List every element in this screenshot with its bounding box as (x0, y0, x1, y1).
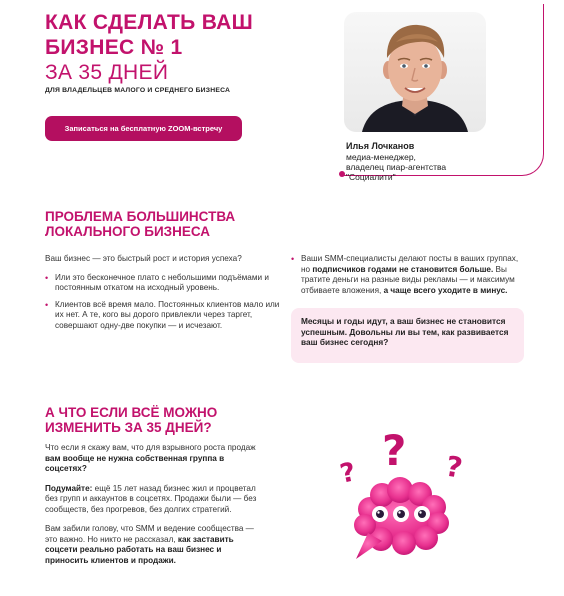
bullet-text: Вы тратите деньги на разные виды рекламы — и максимум отбиваете вложения, (301, 264, 515, 295)
hero-title-line: БИЗНЕС № 1 (45, 36, 183, 59)
problem-title-line: ПРОБЛЕМА БОЛЬШИНСТВА (45, 209, 236, 224)
question-monster-illustration (338, 421, 478, 571)
problem-right-column (291, 254, 527, 296)
paragraph-bold-text: вам вообще не нужна собственная группа в соцсетях? (45, 453, 225, 473)
whatif-paragraph (45, 484, 263, 516)
callout-text: Месяцы и годы идут, а ваш бизнес не становится успешным. Довольны ли вы тем, как развивается ваш бизнес сегодня? (301, 316, 509, 348)
expert-role-line: "Социалити" (346, 172, 396, 182)
hero-title (45, 10, 295, 85)
hero-title-line: ЗА 35 ДНЕЙ (45, 61, 169, 84)
paragraph-text: ещё 15 лет назад бизнес жил и процветал без групп и аккаунтов в соцсетях. Продажи были — без сообществ, без прогревов, без долгих стратегий. (45, 483, 257, 514)
expert-portrait-icon (344, 12, 486, 132)
paragraph-text: Вам забили голову, что SMM и ведение сообщества — это важно. Но никто не рассказал, (45, 524, 254, 544)
expert-role (346, 152, 456, 182)
problem-title-line: ЛОКАЛЬНОГО БИЗНЕСА (45, 224, 211, 239)
expert-role-line: медиа-менеджер, (346, 152, 416, 162)
expert-photo (344, 12, 486, 132)
problem-section-title (45, 209, 235, 239)
bullet-bold-text: а чаще всего уходите в минус. (383, 285, 508, 295)
whatif-paragraph (45, 524, 263, 566)
problem-bullet: • Или это бесконечное плато с небольшими подъёмами и постоянным откатом на исходный уровень. (45, 273, 285, 294)
problem-bullet (291, 254, 527, 296)
hero-title-line: КАК СДЕЛАТЬ ВАШ (45, 11, 253, 34)
whatif-section-title (45, 405, 217, 435)
svg-text:?: ? (382, 426, 407, 475)
svg-text:?: ? (338, 457, 359, 490)
paragraph-bold-text: Подумайте: (45, 483, 93, 493)
expert-name: Илья Лочканов (346, 141, 415, 151)
monster-eyes (372, 506, 430, 522)
problem-left-column (45, 254, 285, 331)
zoom-signup-button[interactable]: Записаться на бесплатную ZOOM-встречу (45, 116, 242, 141)
problem-callout (291, 308, 524, 363)
whatif-title-line: ИЗМЕНИТЬ ЗА 35 ДНЕЙ? (45, 420, 212, 435)
expert-role-line: владелец пиар-агентства (346, 162, 447, 172)
whatif-title-line: А ЧТО ЕСЛИ ВСЁ МОЖНО (45, 405, 218, 420)
whatif-text-column (45, 443, 263, 566)
hero-subtitle: ДЛЯ ВЛАДЕЛЬЦЕВ МАЛОГО И СРЕДНЕГО БИЗНЕСА (45, 87, 231, 94)
problem-intro: Ваш бизнес — это быстрый рост и история успеха? (45, 254, 242, 263)
bullet-text: Ваши SMM-специалисты делают посты в ваших группах, но (301, 254, 519, 274)
problem-bullet: • Клиентов всё время мало. Постоянных клиентов мало или их нет. А те, кого вы дорого привлекли через таргет, совершают одну-две покупки — и исчезают. (45, 300, 285, 332)
decorative-frame-dot (339, 171, 345, 177)
svg-text:?: ? (443, 449, 465, 485)
bullet-bold-text: подписчиков годами не становится больше. (312, 264, 494, 274)
question-monster-icon (338, 421, 478, 571)
whatif-paragraph (45, 443, 263, 475)
paragraph-bold-text: как заставить соцсети реально работать на ваш бизнес и приносить клиентов и продажи. (45, 534, 234, 565)
paragraph-text: Что если я скажу вам, что для взрывного роста продаж (45, 443, 256, 452)
